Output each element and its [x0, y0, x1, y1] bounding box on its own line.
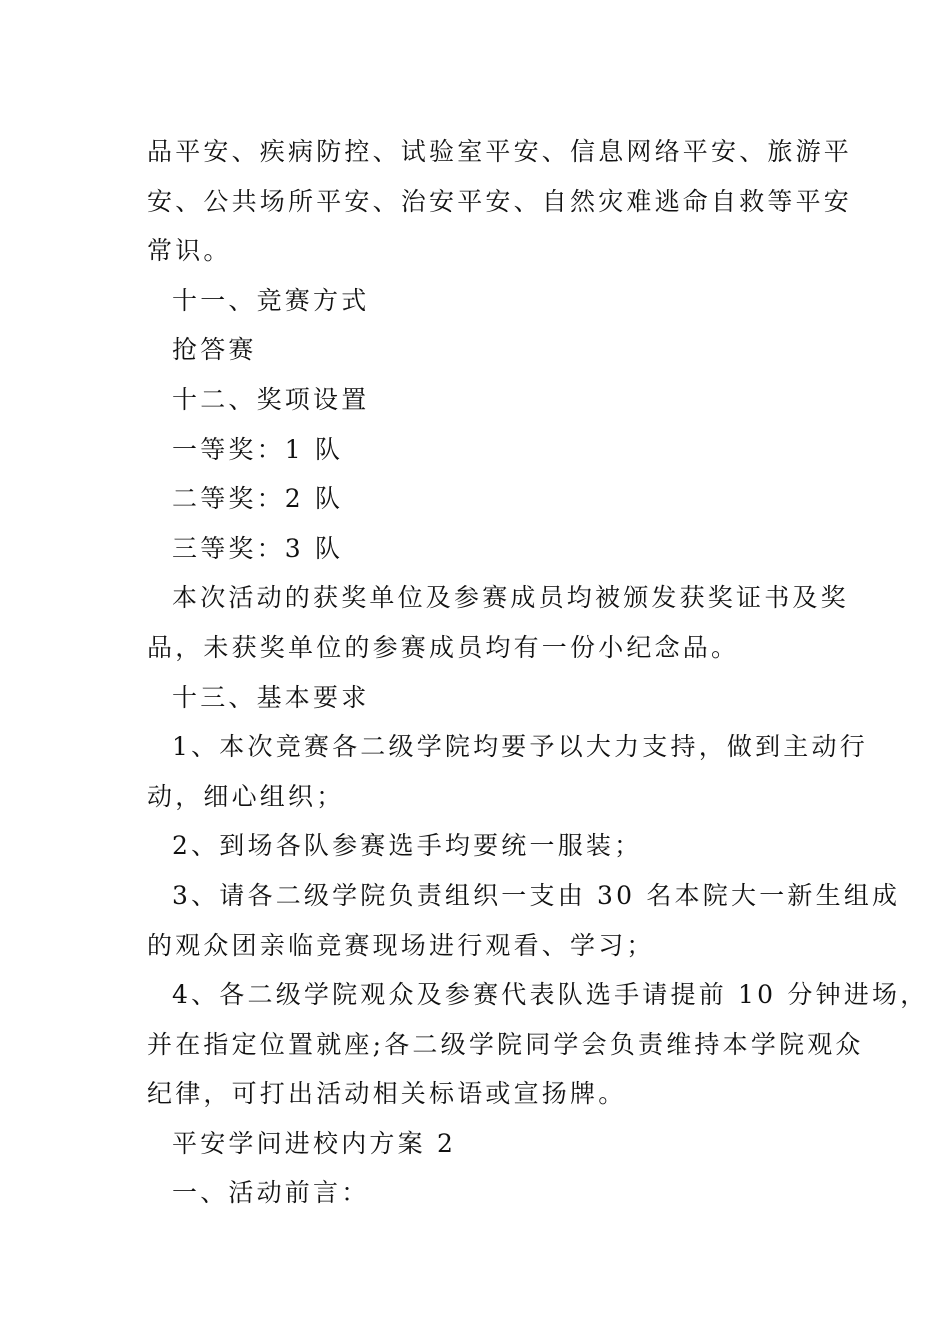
section-heading-competition-format: 十一、竞赛方式	[172, 285, 370, 315]
body-line: 抢答赛	[172, 335, 257, 365]
requirement-item: 1、本次竞赛各二级学院均要予以大力支持，做到主动行	[172, 732, 868, 762]
section-heading-requirements: 十三、基本要求	[172, 682, 370, 712]
body-line: 并在指定位置就座;各二级学院同学会负责维持本学院观众	[147, 1029, 864, 1059]
requirement-item: 2、到场各队参赛选手均要统一服装；	[172, 831, 643, 861]
plan-title: 平安学问进校内方案 2	[172, 1128, 457, 1158]
award-second-prize: 二等奖：2 队	[172, 484, 344, 514]
body-line: 品，未获奖单位的参赛成员均有一份小纪念品。	[147, 632, 740, 662]
body-line: 本次活动的获奖单位及参赛成员均被颁发获奖证书及奖	[172, 583, 849, 613]
body-line: 的观众团亲临竞赛现场进行观看、学习；	[147, 930, 655, 960]
document-body	[147, 127, 929, 1218]
body-line: 动，细心组织；	[147, 781, 345, 811]
award-first-prize: 一等奖：1 队	[172, 434, 344, 464]
requirement-item: 3、请各二级学院负责组织一支由 30 名本院大一新生组成	[172, 880, 901, 910]
requirement-item: 4、各二级学院观众及参赛代表队选手请提前 10 分钟进场，	[172, 980, 929, 1010]
award-third-prize: 三等奖：3 队	[172, 533, 344, 563]
body-line: 常识。	[147, 236, 232, 266]
section-heading-awards: 十二、奖项设置	[172, 384, 370, 414]
body-line: 品平安、疾病防控、试验室平安、信息网络平安、旅游平	[147, 137, 853, 166]
section-heading-preface: 一、活动前言：	[172, 1178, 370, 1208]
body-line: 安、公共场所平安、治安平安、自然灾难逃命自救等平安	[147, 186, 853, 216]
body-line: 纪律，可打出活动相关标语或宣扬牌。	[147, 1079, 627, 1109]
